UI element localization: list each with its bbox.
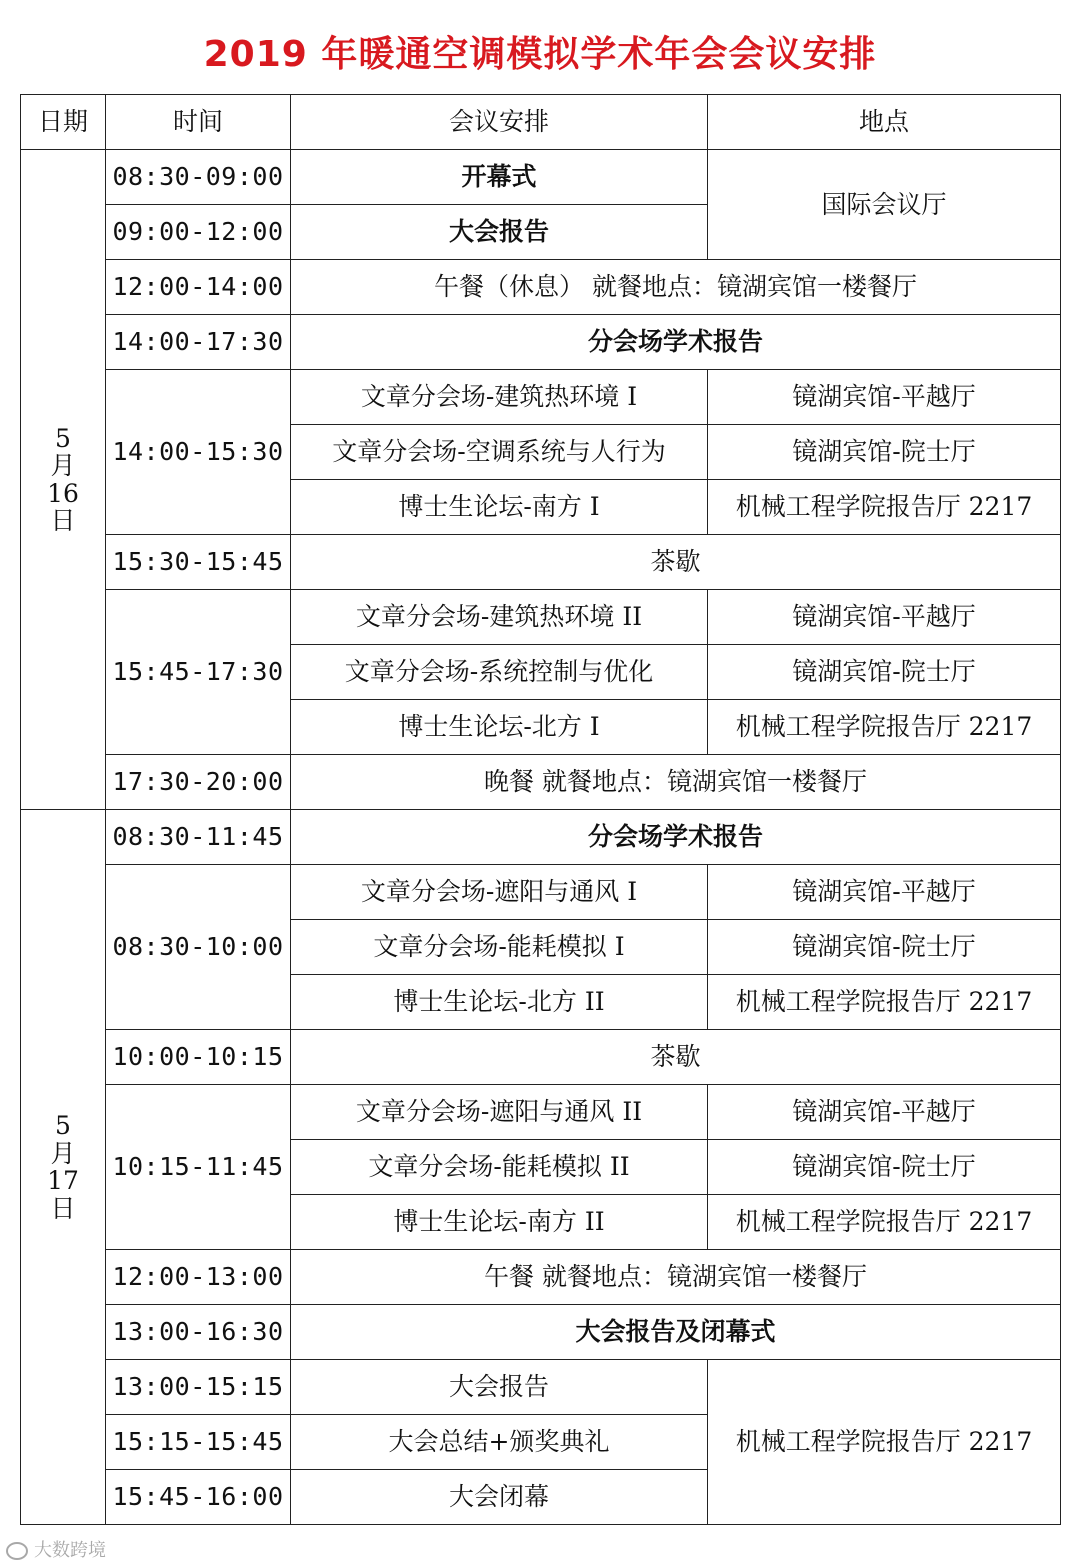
time-cell: 08:30-10:00 bbox=[106, 865, 291, 1030]
location-cell: 机械工程学院报告厅 2217 bbox=[708, 975, 1061, 1030]
date-line: 日 bbox=[50, 506, 76, 535]
time-cell: 14:00-15:30 bbox=[106, 370, 291, 535]
agenda-cell: 午餐 就餐地点：镜湖宾馆一楼餐厅 bbox=[291, 1250, 1061, 1305]
time-cell: 10:15-11:45 bbox=[106, 1085, 291, 1250]
time-cell: 08:30-09:00 bbox=[106, 150, 291, 205]
location-cell: 镜湖宾馆-平越厅 bbox=[708, 865, 1061, 920]
table-header-row bbox=[21, 95, 1061, 150]
watermark bbox=[6, 1536, 106, 1562]
time-cell: 12:00-13:00 bbox=[106, 1250, 291, 1305]
table-row bbox=[21, 535, 1061, 590]
agenda-cell: 大会报告 bbox=[291, 1360, 708, 1415]
agenda-cell: 分会场学术报告 bbox=[291, 315, 1061, 370]
table-row bbox=[21, 590, 1061, 645]
table-row bbox=[21, 1250, 1061, 1305]
location-cell: 镜湖宾馆-平越厅 bbox=[708, 370, 1061, 425]
schedule-table bbox=[20, 94, 1061, 1525]
table-row bbox=[21, 1030, 1061, 1085]
location-cell: 镜湖宾馆-平越厅 bbox=[708, 1085, 1061, 1140]
agenda-cell: 大会报告及闭幕式 bbox=[291, 1305, 1061, 1360]
agenda-cell: 文章分会场-空调系统与人行为 bbox=[291, 425, 708, 480]
agenda-cell: 分会场学术报告 bbox=[291, 810, 1061, 865]
agenda-cell: 大会闭幕 bbox=[291, 1470, 708, 1525]
table-row bbox=[21, 370, 1061, 425]
location-cell: 机械工程学院报告厅 2217 bbox=[708, 700, 1061, 755]
time-cell: 15:45-17:30 bbox=[106, 590, 291, 755]
table-row bbox=[21, 810, 1061, 865]
date-line: 日 bbox=[50, 1193, 76, 1223]
location-cell: 机械工程学院报告厅 2217 bbox=[708, 480, 1061, 535]
header-date: 日期 bbox=[21, 95, 106, 150]
date-line: 月 bbox=[50, 451, 76, 480]
location-cell: 镜湖宾馆-院士厅 bbox=[708, 645, 1061, 700]
location-cell: 镜湖宾馆-院士厅 bbox=[708, 1140, 1061, 1195]
location-cell: 镜湖宾馆-平越厅 bbox=[708, 590, 1061, 645]
time-cell: 15:45-16:00 bbox=[106, 1470, 291, 1525]
time-cell: 10:00-10:15 bbox=[106, 1030, 291, 1085]
time-cell: 15:15-15:45 bbox=[106, 1415, 291, 1470]
watermark-logo-icon bbox=[6, 1542, 28, 1560]
agenda-cell: 茶歇 bbox=[291, 1030, 1061, 1085]
agenda-cell: 博士生论坛-南方 II bbox=[291, 1195, 708, 1250]
header-agenda: 会议安排 bbox=[291, 95, 708, 150]
date-cell-may-16 bbox=[21, 150, 106, 810]
agenda-cell: 文章分会场-遮阳与通风 I bbox=[291, 865, 708, 920]
agenda-cell: 博士生论坛-南方 I bbox=[291, 480, 708, 535]
time-cell: 13:00-15:15 bbox=[106, 1360, 291, 1415]
agenda-cell: 文章分会场-建筑热环境 II bbox=[291, 590, 708, 645]
page-title: 2019 年暖通空调模拟学术年会会议安排 bbox=[203, 34, 877, 75]
location-cell: 机械工程学院报告厅 2217 bbox=[708, 1195, 1061, 1250]
table-row bbox=[21, 1085, 1061, 1140]
header-location: 地点 bbox=[708, 95, 1061, 150]
table-row bbox=[21, 1305, 1061, 1360]
date-cell-may-17 bbox=[21, 810, 106, 1525]
table-row bbox=[21, 260, 1061, 315]
table-row bbox=[21, 865, 1061, 920]
table-row bbox=[21, 755, 1061, 810]
agenda-cell: 晚餐 就餐地点：镜湖宾馆一楼餐厅 bbox=[291, 755, 1061, 810]
date-line: 5 bbox=[55, 423, 71, 453]
agenda-cell: 大会报告 bbox=[291, 205, 708, 260]
table-row bbox=[21, 150, 1061, 205]
header-time: 时间 bbox=[106, 95, 291, 150]
agenda-cell: 博士生论坛-北方 II bbox=[291, 975, 708, 1030]
agenda-cell: 文章分会场-系统控制与优化 bbox=[291, 645, 708, 700]
agenda-cell: 文章分会场-能耗模拟 I bbox=[291, 920, 708, 975]
agenda-cell: 文章分会场-遮阳与通风 II bbox=[291, 1085, 708, 1140]
table-row bbox=[21, 315, 1061, 370]
watermark-text: 大数跨境 bbox=[34, 1540, 106, 1561]
time-cell: 13:00-16:30 bbox=[106, 1305, 291, 1360]
agenda-cell: 文章分会场-建筑热环境 I bbox=[291, 370, 708, 425]
time-cell: 15:30-15:45 bbox=[106, 535, 291, 590]
agenda-cell: 茶歇 bbox=[291, 535, 1061, 590]
date-line: 17 bbox=[47, 1166, 79, 1195]
time-cell: 09:00-12:00 bbox=[106, 205, 291, 260]
agenda-cell: 午餐（休息） 就餐地点：镜湖宾馆一楼餐厅 bbox=[291, 260, 1061, 315]
date-line: 月 bbox=[50, 1138, 76, 1168]
agenda-cell: 大会总结+颁奖典礼 bbox=[291, 1415, 708, 1470]
agenda-cell: 博士生论坛-北方 I bbox=[291, 700, 708, 755]
time-cell: 12:00-14:00 bbox=[106, 260, 291, 315]
time-cell: 14:00-17:30 bbox=[106, 315, 291, 370]
location-cell: 国际会议厅 bbox=[708, 150, 1061, 260]
date-line: 16 bbox=[47, 478, 79, 508]
location-cell: 镜湖宾馆-院士厅 bbox=[708, 920, 1061, 975]
table-row bbox=[21, 1360, 1061, 1415]
time-cell: 17:30-20:00 bbox=[106, 755, 291, 810]
agenda-cell: 开幕式 bbox=[291, 150, 708, 205]
location-cell: 镜湖宾馆-院士厅 bbox=[708, 425, 1061, 480]
time-cell: 08:30-11:45 bbox=[106, 810, 291, 865]
date-line: 5 bbox=[55, 1111, 71, 1140]
location-cell: 机械工程学院报告厅 2217 bbox=[708, 1360, 1061, 1525]
agenda-cell: 文章分会场-能耗模拟 II bbox=[291, 1140, 708, 1195]
